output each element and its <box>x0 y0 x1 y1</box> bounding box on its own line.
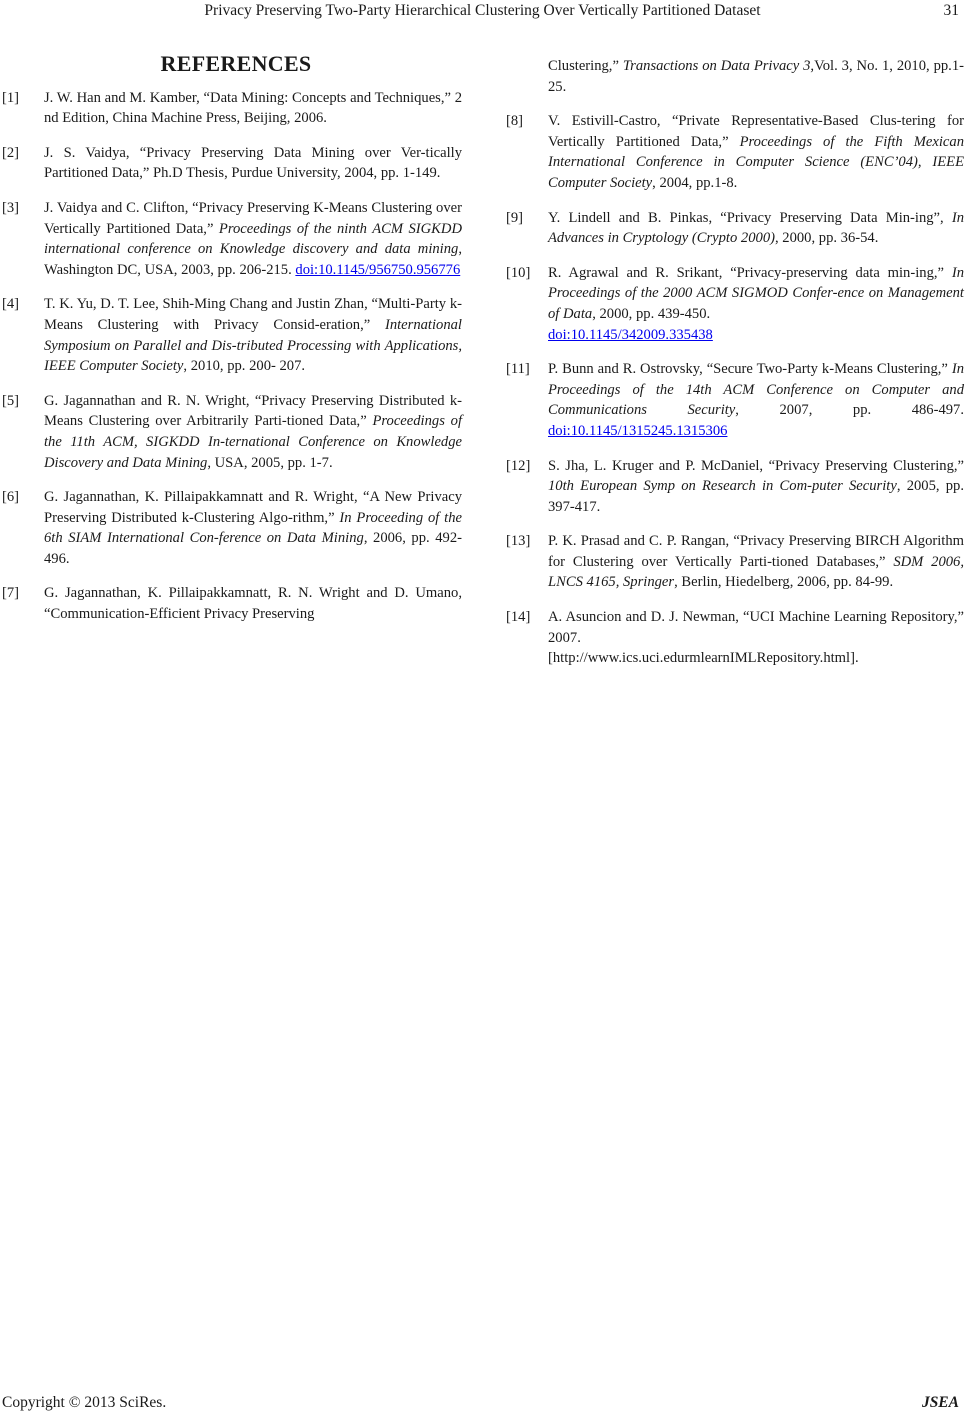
reference-text: G. Jagannathan, K. Pillaipakkamnatt, R. N. Wright and D. Umano, “Communication-Efficient Privacy Preserving <box>44 585 462 623</box>
doi-link[interactable]: doi:10.1145/342009.335438 <box>548 326 713 343</box>
reference-text: V. Estivill-Castro, “Private Representative-Based Clus-tering for Vertically Partitioned Data,” <box>548 113 964 150</box>
reference-number: [6] <box>2 489 20 506</box>
reference-number: [8] <box>506 113 524 130</box>
page-header <box>0 2 965 24</box>
reference-1 <box>2 88 462 129</box>
left-column <box>2 52 462 639</box>
reference-number: [12] <box>506 457 531 474</box>
doi-link[interactable]: doi:10.1145/956750.956776 <box>295 261 461 278</box>
reference-details: , 2000, pp. 36-54. <box>774 230 879 247</box>
reference-venue: Proceedings of the ninth ACM SIGKDD international conference on Knowledge discovery and data mining <box>44 220 462 258</box>
references-heading: REFERENCES <box>160 51 312 76</box>
reference-7-continued <box>506 56 964 97</box>
reference-details: Vol. 3, No. 1, 2010, pp.1-25. <box>548 58 964 95</box>
reference-text: A. Asuncion and D. J. Newman, “UCI Machine Learning Repository,” 2007. <box>548 609 964 646</box>
reference-details: , 2004, pp.1-8. <box>652 174 738 191</box>
reference-text: J. Vaidya and C. Clifton, “Privacy Preserving K-Means Clustering over Vertically Partitioned Data,” <box>44 199 462 237</box>
reference-7 <box>2 583 462 624</box>
reference-venue: 10th European Symp on Research in Com-puter Security <box>548 478 897 495</box>
reference-13 <box>506 531 964 593</box>
running-title: Privacy Preserving Two-Party Hierarchical Clustering Over Vertically Partitioned Dataset <box>204 2 761 19</box>
reference-number: [13] <box>506 533 531 550</box>
reference-text: J. W. Han and M. Kamber, “Data Mining: Concepts and Techniques,” 2 nd Edition, China Machine Press, Beijing, 2006. <box>44 89 462 127</box>
reference-5 <box>2 391 462 473</box>
copyright-notice: Copyright © 2013 SciRes. <box>2 1394 167 1411</box>
reference-11 <box>506 359 964 441</box>
reference-venue: SDM 2006, LNCS 4165, Springer <box>548 553 964 591</box>
reference-4 <box>2 294 462 376</box>
reference-number: [10] <box>506 264 531 281</box>
reference-text: Clustering,” <box>548 58 623 74</box>
right-column <box>506 56 964 683</box>
reference-details: , Washington DC, USA, 2003, pp. 206-215. <box>44 241 462 278</box>
reference-text: J. S. Vaidya, “Privacy Preserving Data Mining over Ver-tically Partitioned Data,” Ph.D Thesis, Purdue University, 2004, pp. 1-149. <box>44 144 462 182</box>
page-footer <box>0 1390 965 1412</box>
reference-number: [14] <box>506 609 531 626</box>
reference-2 <box>2 143 462 184</box>
reference-venue: Proceedings of the Fifth Mexican International Conference in Computer Science (ENC’04), IEEE Computer Society <box>548 133 964 191</box>
reference-text: Y. Lindell and B. Pinkas, “Privacy Preserving Data Min-ing”, <box>548 209 952 226</box>
reference-details: , 2006, pp. 492-496. <box>44 530 462 567</box>
journal-abbreviation: JSEA <box>921 1394 959 1411</box>
reference-details: , 2005, pp. 397-417. <box>548 478 964 515</box>
reference-3 <box>2 198 462 280</box>
reference-9 <box>506 208 964 249</box>
reference-venue: In Advances in Cryptology (Crypto 2000) <box>548 209 964 247</box>
reference-venue: In Proceedings of the 14th ACM Conference on Computer and Communications Security <box>548 361 964 419</box>
reference-8 <box>506 111 964 193</box>
reference-venue: International Symposium on Parallel and Dis-tributed Processing with Applications, IEEE Computer Society <box>44 316 462 375</box>
reference-details: , Berlin, Hiedelberg, 2006, pp. 84-99. <box>674 574 894 591</box>
reference-details: , 2010, pp. 200- 207. <box>183 358 306 375</box>
reference-number: [3] <box>2 199 20 216</box>
page-number: 31 <box>943 2 959 19</box>
reference-text: T. K. Yu, D. T. Lee, Shih-Ming Chang and Justin Zhan, “Multi-Party k-Means Clustering with Privacy Consid-eration,” <box>44 296 462 333</box>
reference-12 <box>506 456 964 518</box>
reference-number: [1] <box>2 89 20 106</box>
reference-number: [5] <box>2 392 20 409</box>
reference-number: [4] <box>2 296 20 313</box>
reference-number: [7] <box>2 585 20 602</box>
reference-details: , USA, 2005, pp. 1-7. <box>207 454 333 471</box>
reference-text: P. Bunn and R. Ostrovsky, “Secure Two-Party k-Means Clustering,” <box>548 361 952 378</box>
reference-venue: In Proceeding of the 6th SIAM International Con-ference on Data Mining <box>44 509 462 547</box>
reference-10 <box>506 263 964 345</box>
reference-venue: Proceedings of the 11th ACM, SIGKDD In-ternational Conference on Knowledge Discovery and Data Mining <box>44 413 462 471</box>
reference-text: R. Agrawal and R. Srikant, “Privacy-preserving data min-ing,” <box>548 264 952 281</box>
reference-text: P. K. Prasad and C. P. Rangan, “Privacy Preserving BIRCH Algorithm for Clustering over Vertically Parti-tioned Databases,” <box>548 533 964 570</box>
reference-text: G. Jagannathan, K. Pillaipakkamnatt and R. Wright, “A New Privacy Preserving Distributed k-Clustering Algo-rithm,” <box>44 489 462 526</box>
reference-details: , 2000, pp. 439-450. <box>592 305 711 322</box>
reference-6 <box>2 487 462 569</box>
reference-venue: In Proceedings of the 2000 ACM SIGMOD Confer-ence on Management of Data <box>548 264 964 322</box>
reference-text: G. Jagannathan and R. N. Wright, “Privacy Preserving Distributed k-Means Clustering over Arbitrarily Parti-tioned Data,” <box>44 392 462 430</box>
reference-number: [2] <box>2 144 20 161</box>
reference-14 <box>506 607 964 669</box>
reference-text: S. Jha, L. Kruger and P. McDaniel, “Privacy Preserving Clustering,” <box>548 457 964 474</box>
reference-number: [11] <box>506 361 530 378</box>
reference-number: [9] <box>506 209 524 226</box>
doi-link[interactable]: doi:10.1145/1315245.1315306 <box>548 422 728 439</box>
reference-url: [http://www.ics.uci.edurmlearnIMLRepository.html]. <box>548 650 859 667</box>
reference-venue: Transactions on Data Privacy 3, <box>622 58 815 74</box>
reference-details: , 2007, pp. 486-497. <box>735 402 964 419</box>
